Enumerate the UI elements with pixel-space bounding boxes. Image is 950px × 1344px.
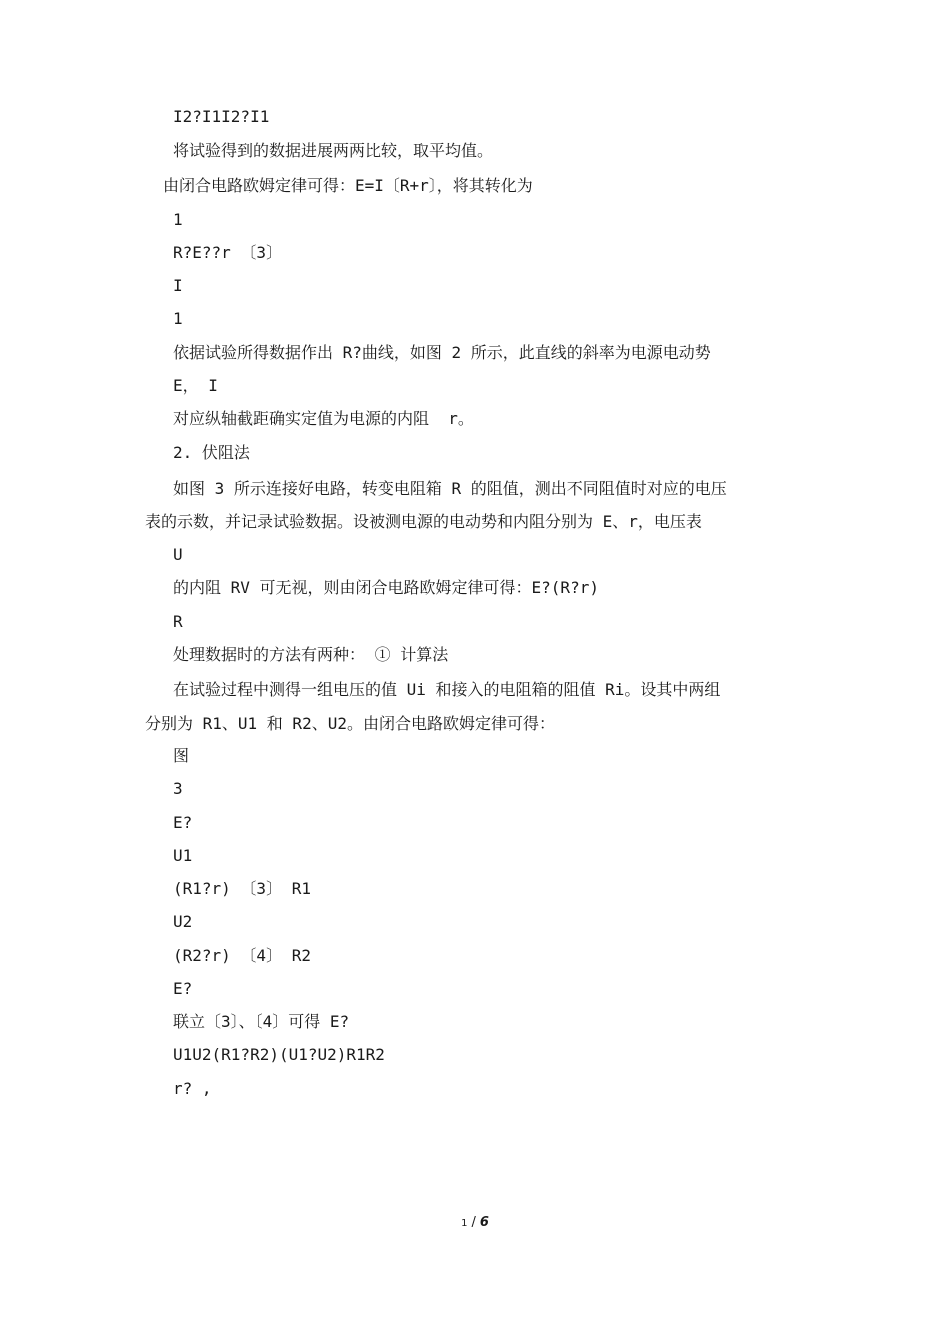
text-line: U: [173, 545, 183, 564]
total-pages: 6: [479, 1215, 489, 1230]
text-line: 依据试验所得数据作出 R?曲线，如图 2 所示，此直线的斜率为电源电动势: [173, 343, 711, 362]
text-line: 将试验得到的数据进展两两比较，取平均值。: [173, 141, 494, 160]
text-line: U2: [173, 912, 193, 931]
text-line: 1: [173, 210, 183, 229]
text-line: E， I: [173, 376, 218, 395]
text-line: 分别为 R1、U1 和 R2、U2。由闭合电路欧姆定律可得：: [145, 714, 555, 733]
text-line: 表的示数，并记录试验数据。设被测电源的电动势和内阻分别为 E、r，电压表: [145, 512, 702, 531]
current-page-number: 1: [461, 1218, 468, 1229]
text-line: R: [173, 612, 183, 631]
text-line: 3: [173, 779, 183, 798]
text-line: E?: [173, 979, 193, 998]
text-line: 图: [173, 746, 190, 765]
text-line: U1U2(R1?R2)(U1?U2)R1R2: [173, 1045, 385, 1064]
text-line: r? ,: [173, 1079, 212, 1098]
page-number-footer: [0, 1215, 950, 1232]
text-line: I: [173, 276, 183, 295]
text-line: R?E??r 〔3〕: [173, 243, 283, 262]
text-line: 在试验过程中测得一组电压的值 Ui 和接入的电阻箱的阻值 Ri。设其中两组: [173, 680, 721, 699]
text-line: 处理数据时的方法有两种： ① 计算法: [173, 645, 449, 664]
text-line: 的内阻 RV 可无视，则由闭合电路欧姆定律可得：E?(R?r): [173, 578, 599, 597]
text-line: I2?I1I2?I1: [173, 107, 270, 126]
text-line: 由闭合电路欧姆定律可得：E=I〔R+r〕，将其转化为: [163, 176, 533, 195]
text-line: 如图 3 所示连接好电路，转变电阻箱 R 的阻值，测出不同阻值时对应的电压: [173, 479, 727, 498]
page-separator: /: [471, 1215, 476, 1230]
text-line: 1: [173, 309, 183, 328]
text-line: (R1?r) 〔3〕 R1: [173, 879, 311, 898]
text-line: U1: [173, 846, 193, 865]
text-line: E?: [173, 813, 193, 832]
section-heading: 2. 伏阻法: [173, 443, 250, 462]
text-line: (R2?r) 〔4〕 R2: [173, 946, 311, 965]
text-line: 对应纵轴截距确实定值为电源的内阻 r。: [173, 409, 474, 428]
text-line: 联立〔3〕、〔4〕可得 E?: [173, 1012, 350, 1031]
